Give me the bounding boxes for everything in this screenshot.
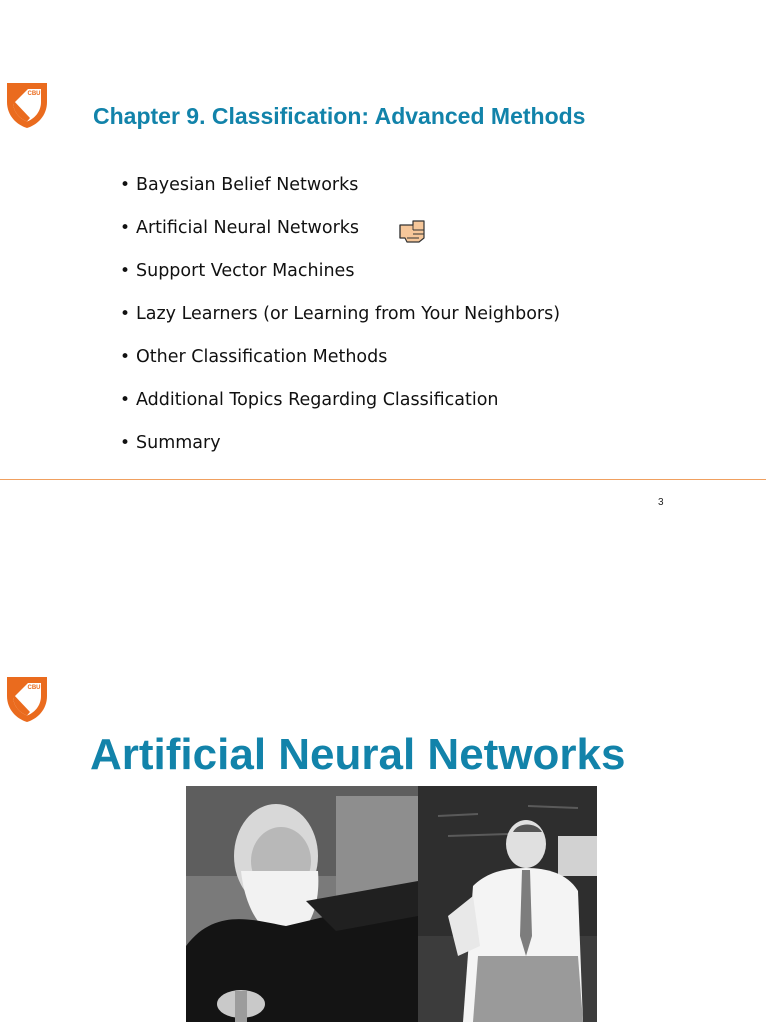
slide-title: Chapter 9. Classification: Advanced Methods: [93, 103, 586, 129]
portrait-photo-icon: [418, 786, 597, 1022]
pointing-hand-icon: [397, 216, 427, 246]
list-item-label: Lazy Learners (or Learning from Your Neighbors): [136, 304, 561, 324]
list-item: [120, 258, 560, 301]
bullet-dot: •: [120, 433, 131, 453]
list-item: [120, 301, 560, 344]
portrait-photo-left: [186, 786, 418, 1022]
bullet-dot: •: [120, 261, 131, 281]
bullet-dot: •: [120, 218, 131, 238]
portrait-photo-right: [418, 786, 597, 1022]
list-item-label: Additional Topics Regarding Classification: [136, 390, 499, 410]
bullet-list: [120, 172, 560, 473]
page-number: 3: [658, 497, 664, 508]
slide-divider: [0, 479, 766, 480]
list-item: [120, 344, 560, 387]
portrait-photo-icon: [186, 786, 418, 1022]
list-item: [120, 215, 560, 258]
bullet-dot: •: [120, 304, 131, 324]
bullet-dot: •: [120, 390, 131, 410]
cbu-logo-icon: [4, 674, 50, 724]
list-item: [120, 387, 560, 430]
list-item-label: Bayesian Belief Networks: [136, 175, 359, 195]
list-item-label: Support Vector Machines: [136, 261, 355, 281]
logo-lettering: CBU: [27, 91, 41, 97]
cbu-logo-icon: [4, 80, 50, 130]
bullet-dot: •: [120, 347, 131, 367]
list-item: [120, 172, 560, 215]
bullet-dot: •: [120, 175, 131, 195]
slide-ann-intro: [0, 512, 768, 1024]
slide-title: Artificial Neural Networks: [90, 730, 626, 779]
list-item: [120, 430, 560, 473]
list-item-label: Summary: [136, 433, 221, 453]
list-item-label: Other Classification Methods: [136, 347, 388, 367]
list-item-label: Artificial Neural Networks: [136, 218, 360, 238]
logo-lettering: CBU: [27, 685, 41, 691]
